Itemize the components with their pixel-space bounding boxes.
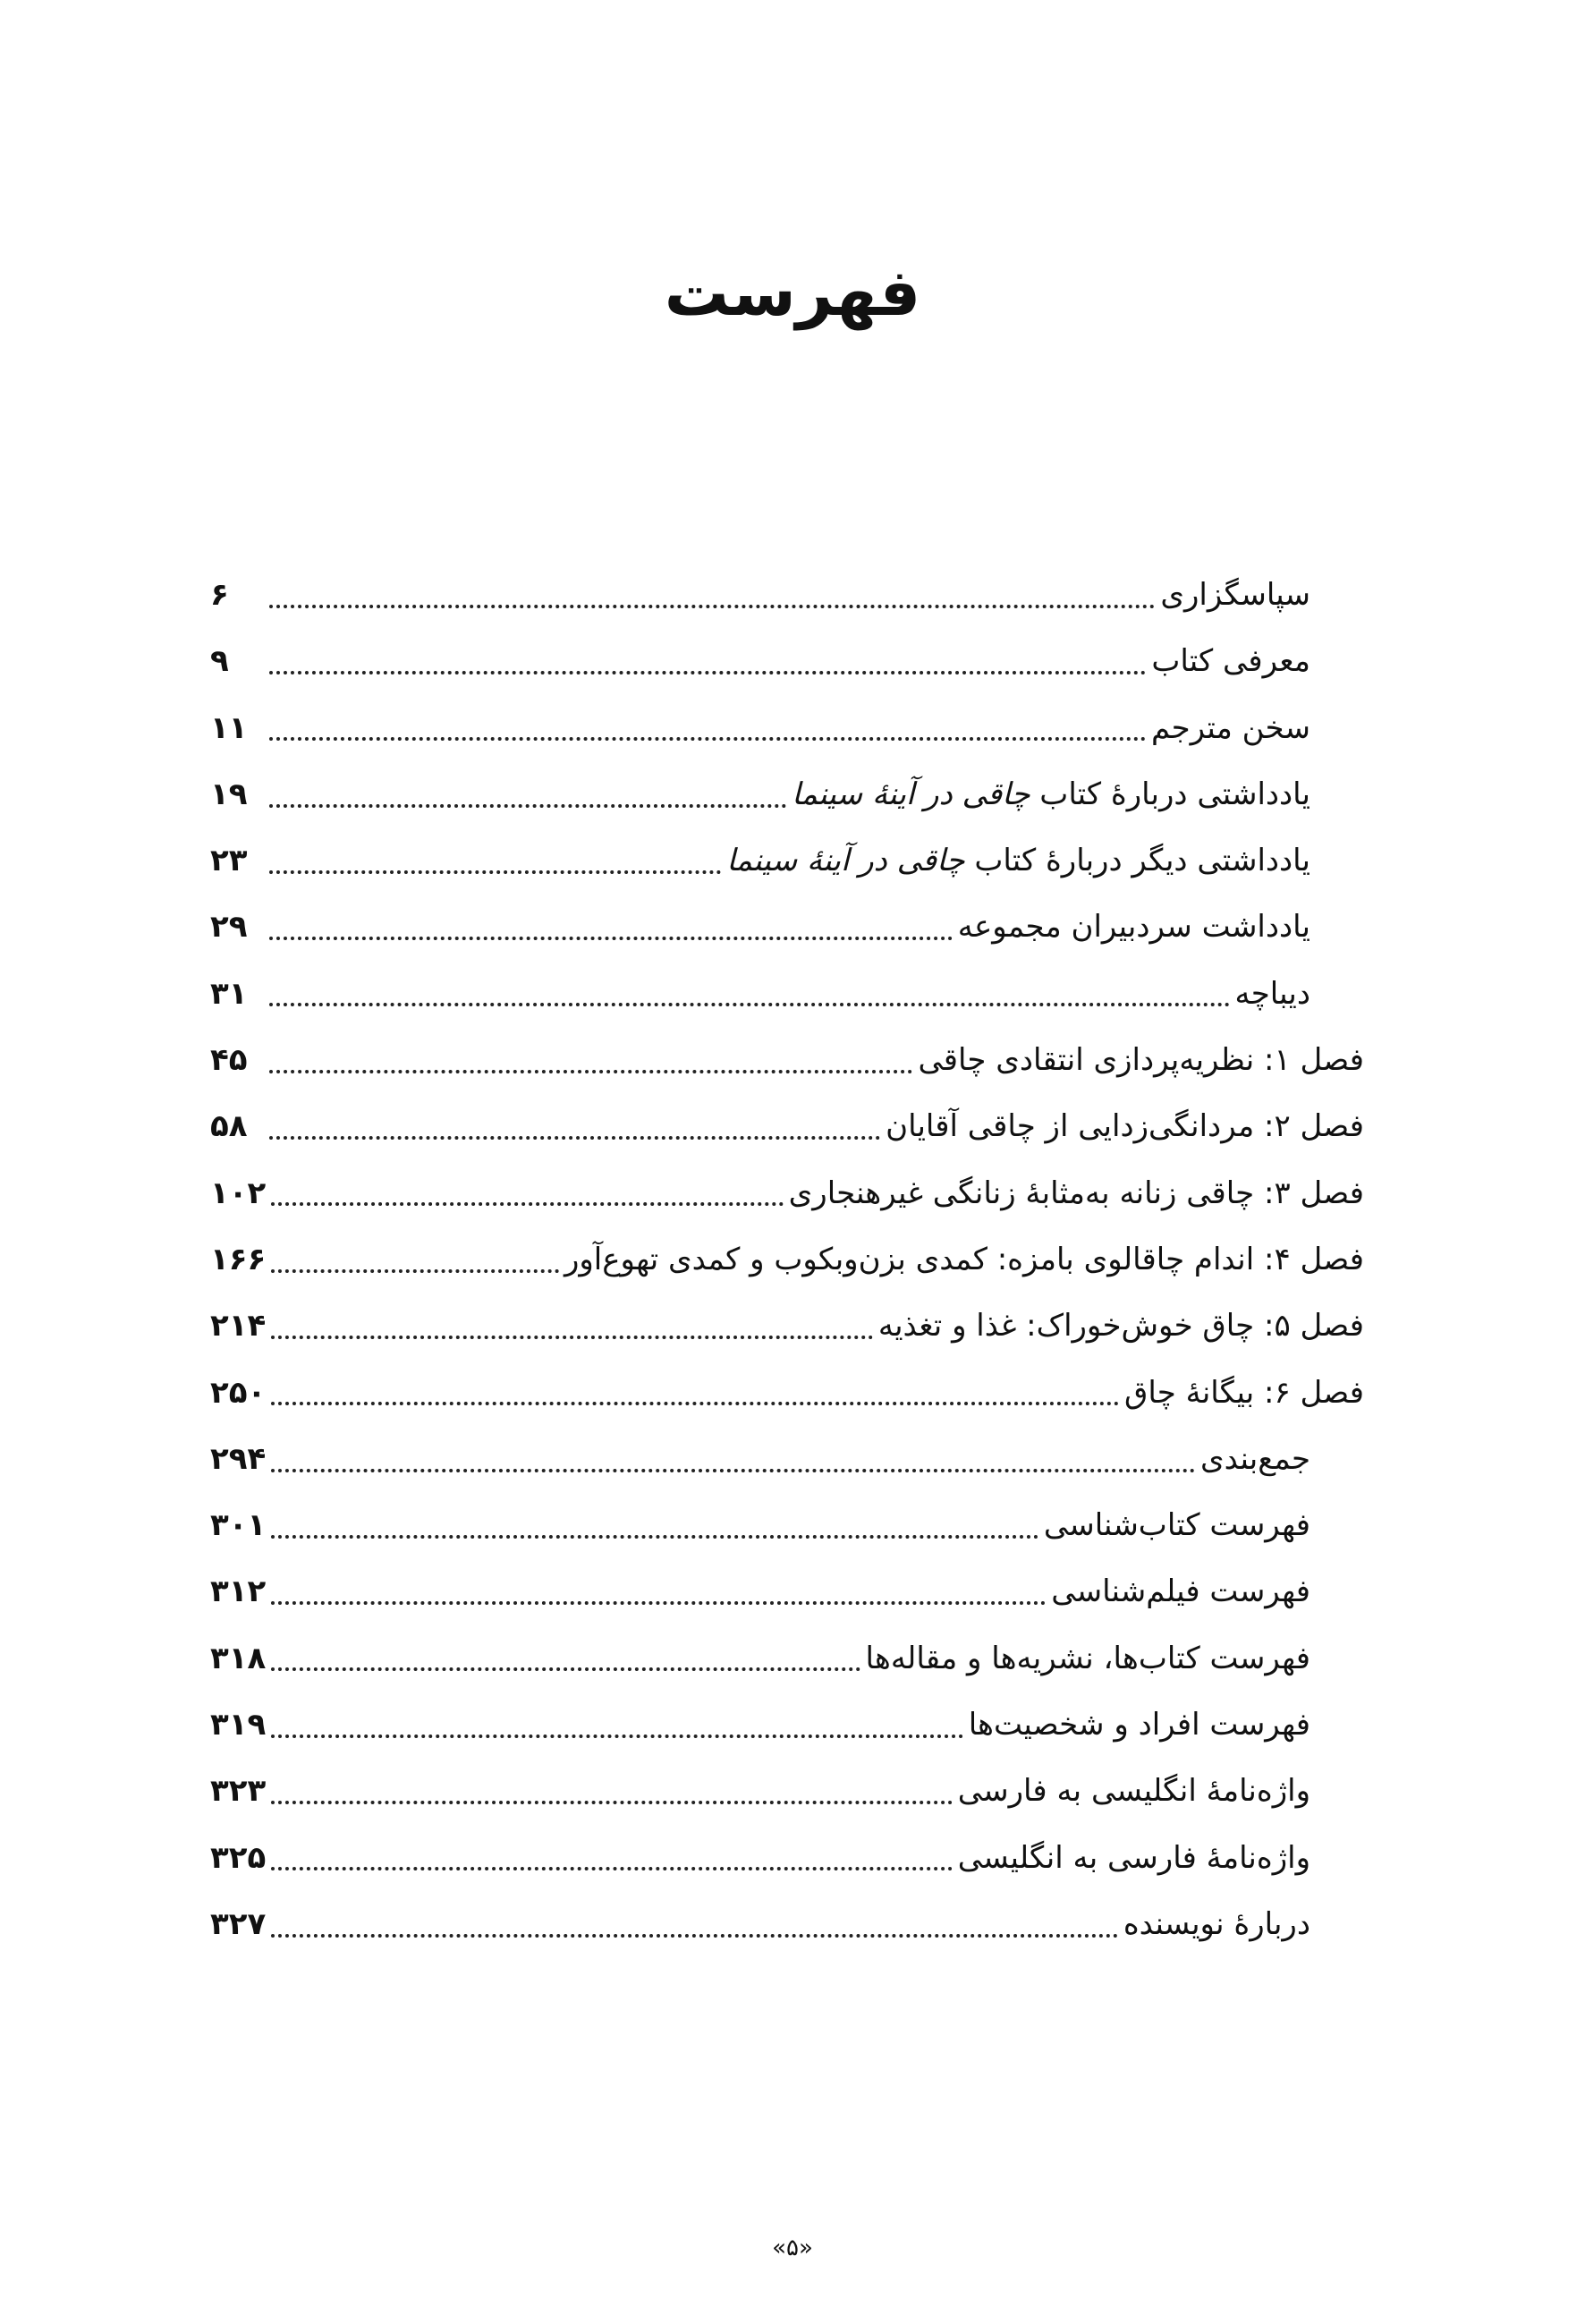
toc-entry-another-note-on-book[interactable] [210,827,1310,894]
toc-entry-chapter-3[interactable] [210,1160,1364,1226]
toc-entry-title: یادداشت سردبیران مجموعه [957,909,1310,946]
toc-entry-page: ۲۱۴ [210,1308,267,1344]
dot-leader [271,1335,873,1339]
toc-entry-page: ۲۵۰ [210,1374,267,1411]
toc-entry-title: فصل ۵: چاق خوش‌خوراک: غذا و تغذیه [877,1308,1364,1344]
toc-entry-page: ۳۱۹ [210,1707,267,1743]
toc-entry-chapter-5[interactable] [210,1293,1364,1359]
toc-entry-title: دیباچه [1234,975,1310,1012]
toc-entry-book-introduction[interactable] [210,628,1310,694]
toc-entry-page: ۳۲۵ [210,1839,267,1876]
toc-entry-page: ۴۵ [210,1042,248,1079]
dot-leader [271,1534,1038,1539]
toc-entry-about-author[interactable] [210,1891,1310,1957]
toc-entry-title: یادداشتی دیگر دربارهٔ کتاب چاقی در آینهٔ سینما [726,843,1310,879]
toc-entry-page: ۱۰۲ [210,1175,267,1211]
dot-leader [271,1667,860,1671]
toc-entry-page: ۱۹ [210,776,248,812]
toc-entry-chapter-4[interactable] [210,1226,1364,1293]
dot-leader [269,1069,912,1073]
toc-entry-series-editors-note[interactable] [210,894,1310,960]
dot-leader [269,1135,880,1140]
book-title-italic: چاقی در آینهٔ سینما [726,843,965,879]
toc-entry-title: سپاسگزاری [1160,577,1310,613]
toc-entry-page: ۲۹۴ [210,1440,267,1477]
toc-entry-title: فصل ۱: نظریه‌پردازی انتقادی چاقی [918,1042,1364,1079]
dot-leader [271,1933,1118,1938]
toc-entry-translator-note[interactable] [210,695,1310,761]
dot-leader [271,1468,1195,1472]
toc-entry-page: ۳۱۸ [210,1640,267,1676]
toc-entry-title: فهرست فیلم‌شناسی [1051,1573,1310,1610]
toc-entry-bibliography[interactable] [210,1492,1310,1558]
toc-entry-title: واژه‌نامهٔ انگلیسی به فارسی [957,1773,1310,1810]
dot-leader [269,604,1155,608]
dot-leader [269,1002,1230,1006]
toc-entry-note-on-book[interactable] [210,761,1310,827]
toc-entry-page: ۳۱۲ [210,1573,267,1610]
toc-entry-title: فهرست افراد و شخصیت‌ها [968,1707,1310,1743]
toc-entry-filmography[interactable] [210,1558,1310,1624]
dot-leader [269,803,786,808]
dot-leader [271,1201,783,1206]
dot-leader [271,1866,953,1870]
toc-entry-page: ۹ [210,643,229,680]
toc-entry-title: فصل ۲: مردانگی‌زدایی از چاقی آقایان [886,1108,1364,1145]
toc-entry-page: ۳۱ [210,975,248,1012]
toc-entry-glossary-fa-en[interactable] [210,1825,1310,1891]
toc-entry-page: ۲۹ [210,909,248,946]
toc-entry-page: ۳۲۷ [210,1905,267,1942]
toc-entry-title: فهرست کتاب‌شناسی [1043,1507,1310,1544]
toc-entry-glossary-en-fa[interactable] [210,1758,1310,1824]
toc-entry-title: فصل ۴: اندام چاقالوی بامزه: کمدی بزن‌وبکوب و کمدی تهوع‌آور [564,1241,1364,1277]
toc-entry-page: ۶ [210,577,229,613]
toc-entry-conclusion[interactable] [210,1426,1310,1492]
dot-leader [269,936,953,940]
dot-leader [271,1401,1119,1405]
toc-entry-title: دربارهٔ نویسنده [1123,1905,1310,1942]
toc-entry-title: فهرست کتاب‌ها، نشریه‌ها و مقاله‌ها [865,1640,1310,1676]
toc-entry-page: ۵۸ [210,1108,248,1145]
table-of-contents [210,562,1364,1957]
toc-entry-title: سخن مترجم [1150,709,1310,746]
dot-leader [271,1600,1046,1605]
toc-entry-page: ۲۳ [210,843,248,879]
toc-entry-chapter-6[interactable] [210,1360,1364,1426]
toc-entry-title: فصل ۳: چاقی زنانه به‌مثابهٔ زنانگی غیرهنجاری [788,1175,1364,1211]
toc-entry-page: ۱۱ [210,709,248,746]
toc-entry-people-characters[interactable] [210,1692,1310,1758]
toc-entry-books-journals-articles[interactable] [210,1625,1310,1692]
dot-leader [271,1268,559,1273]
toc-entry-title: یادداشتی دربارهٔ کتاب چاقی در آینهٔ سینما [792,776,1310,812]
page-title: فهرست [664,255,921,330]
page-number: «۵» [772,2235,813,2261]
toc-entry-page: ۳۰۱ [210,1507,267,1544]
toc-entry-page: ۳۲۳ [210,1773,267,1810]
toc-entry-title: فصل ۶: بیگانهٔ چاق [1124,1374,1364,1411]
book-title-italic: چاقی در آینهٔ سینما [792,776,1030,812]
dot-leader [271,1800,953,1804]
toc-entry-title: جمع‌بندی [1200,1440,1310,1477]
dot-leader [269,736,1146,741]
toc-entry-acknowledgements[interactable] [210,562,1310,628]
dot-leader [271,1734,962,1738]
dot-leader [269,670,1146,674]
toc-entry-chapter-2[interactable] [210,1093,1364,1159]
toc-entry-title: واژه‌نامهٔ فارسی به انگلیسی [957,1839,1310,1876]
toc-entry-chapter-1[interactable] [210,1027,1364,1093]
toc-entry-preface[interactable] [210,961,1310,1027]
toc-entry-page: ۱۶۶ [210,1241,267,1277]
toc-entry-title: معرفی کتاب [1151,643,1310,680]
dot-leader [269,869,721,874]
